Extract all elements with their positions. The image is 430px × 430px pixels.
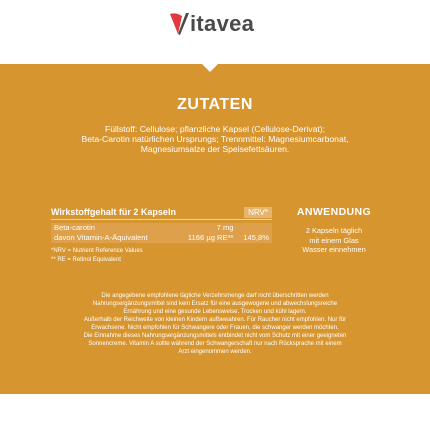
disclaimer-line: Erwachsene. Nicht empfohlen für Schwangere oder Frauen, die schwanger werden möchten. (91, 325, 339, 331)
disclaimer-line: Außerhalb der Reichweite von kleinen Kindern aufbewahren. Für Raucher nicht empfohlen. Nur für (83, 317, 347, 323)
disclaimer-line: Die Einnahme dieses Nahrungsergänzungsmittels entbindet nicht vom Schutz mit einer geeigneten (83, 333, 347, 339)
disclaimer-line: Nahrungsergänzungsmittel sind kein Ersatz für eine ausgewogene und abwechslungsreiche (92, 301, 338, 307)
nutrient-name: davon Vitamin-A-Äquivalent (54, 233, 148, 242)
footnote: *NRV = Nutrient Reference Values (51, 248, 143, 254)
table-header-nrv: NRV* (244, 207, 272, 218)
ingredients-text (70, 124, 360, 154)
section-title: ZUTATEN (177, 96, 253, 113)
nutrient-nrv: 145,8% (243, 233, 269, 242)
usage-line: mit einem Glas (309, 235, 359, 245)
table-footnotes (51, 247, 143, 265)
nutrient-amount: 1166 µg RE** (187, 233, 234, 242)
panel-notch (201, 63, 219, 72)
usage-title: ANWENDUNG (296, 206, 372, 218)
logo-text: itavea (190, 11, 255, 36)
nutrient-amount: 7 mg (216, 223, 234, 232)
table-header (51, 205, 272, 220)
usage-text (278, 226, 390, 255)
vitavea-logo[interactable] (168, 10, 254, 36)
nutrient-name: Beta-carotin (54, 223, 95, 232)
header (0, 0, 430, 64)
disclaimer-line: Sonnencreme. Vitamin A sollte während der Schwangerschaft nur nach Rücksprache mit einem (88, 341, 342, 347)
table-header-label: Wirkstoffgehalt für 2 Kapseln (51, 207, 176, 217)
footnote: ** RE = Retinol Equivalent (51, 257, 121, 263)
nutrient-table (51, 205, 272, 243)
disclaimer-line: Ernährung und eine gesunde Lebensweise. Trocken und kühl lagern. (123, 309, 307, 315)
usage-line: Wasser einnehmen (302, 245, 366, 254)
ingredients-line: Füllstoff: Cellulose; pflanzliche Kapsel (Cellulose-Derivat); (104, 124, 326, 134)
usage-line: 2 Kapseln täglich (305, 226, 363, 235)
table-row (51, 233, 272, 243)
disclaimer-text (48, 292, 382, 356)
disclaimer-line: Die angegebene empfohlene tägliche Verzehrsmenge darf nicht überschritten werden (101, 293, 329, 299)
ingredients-line: Magnesiumsalze der Speisefettsäuren. (140, 144, 290, 154)
vitavea-v-mark-icon (168, 10, 190, 36)
nutrient-nrv (235, 223, 269, 233)
ingredients-line: Beta-Carotin natürlichen Ursprungs; Trennmittel: Magnesiumcarbonat, (81, 134, 349, 144)
disclaimer-line: Arzt eingenommen werden. (178, 349, 252, 355)
table-row (51, 223, 272, 233)
